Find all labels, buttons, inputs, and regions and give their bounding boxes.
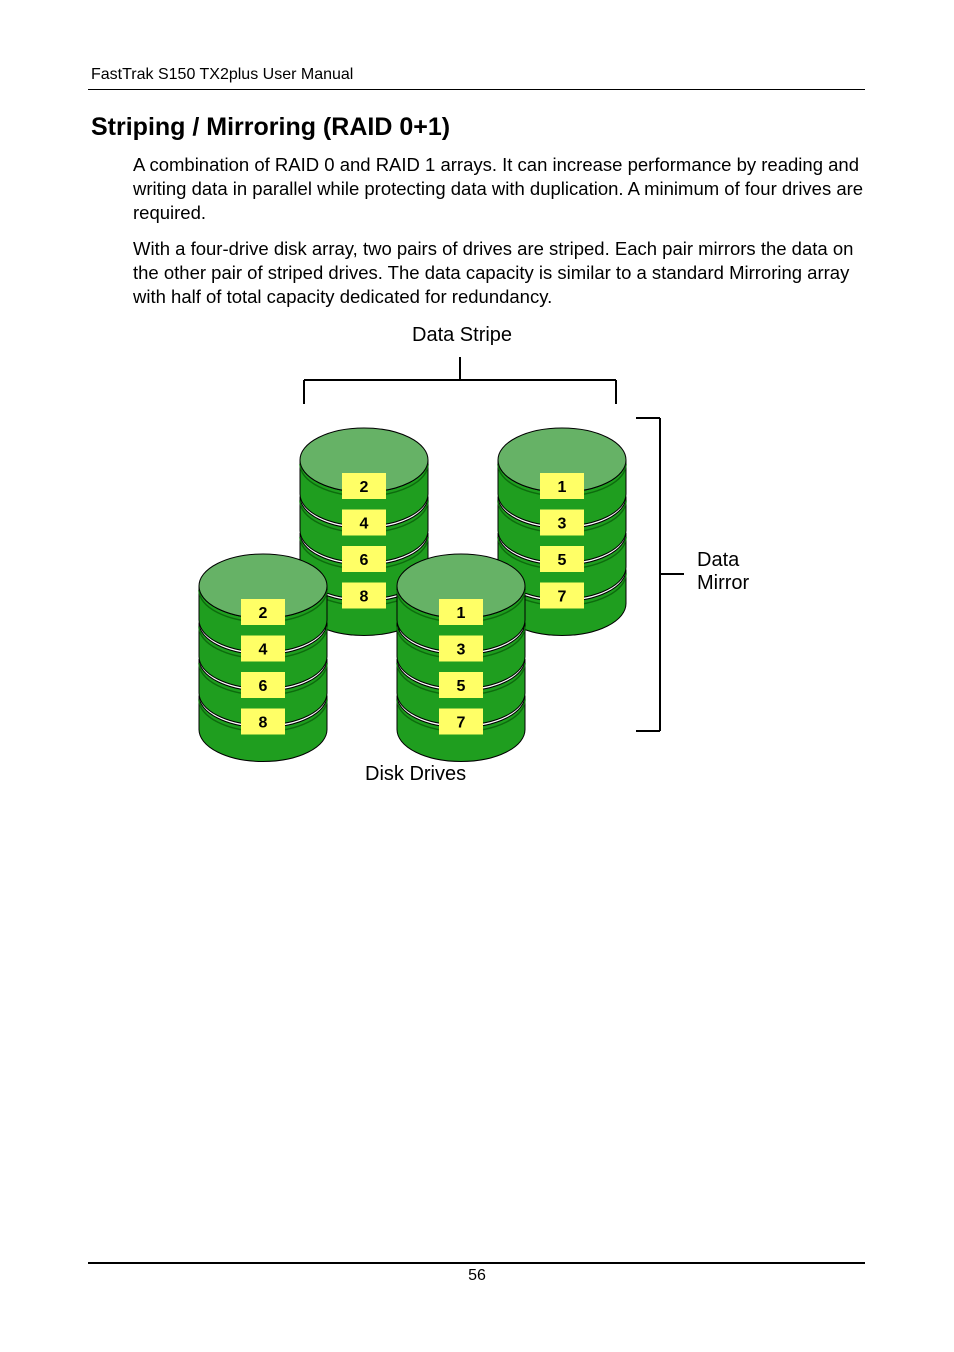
footer-divider — [88, 1262, 865, 1264]
data-stripe-label: Data Stripe — [412, 324, 513, 346]
paragraph-four-drive: With a four-drive disk array, two pairs of drives are striped. Each pair mirrors the data on the other pair of striped drives. The data capacity is similar to a standard Mirroring array with half of total capacity dedicated for redundancy. — [133, 238, 854, 307]
data-block-number: 5 — [557, 552, 567, 569]
data-block-number: 4 — [258, 641, 268, 659]
data-block-number: 3 — [456, 641, 466, 659]
data-block-number: 7 — [557, 588, 567, 606]
data-block-number: 8 — [359, 588, 369, 606]
data-mirror-label — [697, 549, 749, 595]
data-block-number: 2 — [258, 605, 268, 622]
running-header: FastTrak S150 TX2plus User Manual — [91, 66, 354, 83]
data-stripe-bracket — [304, 357, 616, 404]
disk-drive — [199, 554, 327, 762]
data-block-number: 6 — [359, 552, 369, 569]
disk-drives-label: Disk Drives — [365, 763, 467, 785]
data-mirror-label-line2: Mirror — [697, 572, 750, 594]
section-title: Striping / Mirroring (RAID 0+1) — [91, 113, 451, 141]
data-block-number: 1 — [456, 605, 466, 622]
data-block-number: 8 — [258, 714, 268, 732]
paragraph-intro: A combination of RAID 0 and RAID 1 arrays. It can increase performance by reading and writing data in parallel while protecting data with duplication. A minimum of four drives are required. — [133, 154, 864, 223]
data-block-number: 6 — [258, 678, 268, 695]
data-block-number: 5 — [456, 678, 466, 695]
data-block-number: 7 — [456, 714, 466, 732]
data-block-number: 4 — [359, 515, 369, 533]
data-block-number: 3 — [557, 515, 567, 533]
data-block-number: 1 — [557, 479, 567, 496]
page-number: 56 — [468, 1267, 486, 1284]
disk-drive — [397, 554, 525, 762]
data-block-number: 2 — [359, 479, 369, 496]
data-mirror-label-line1: Data — [697, 549, 740, 571]
data-mirror-bracket — [636, 418, 684, 731]
